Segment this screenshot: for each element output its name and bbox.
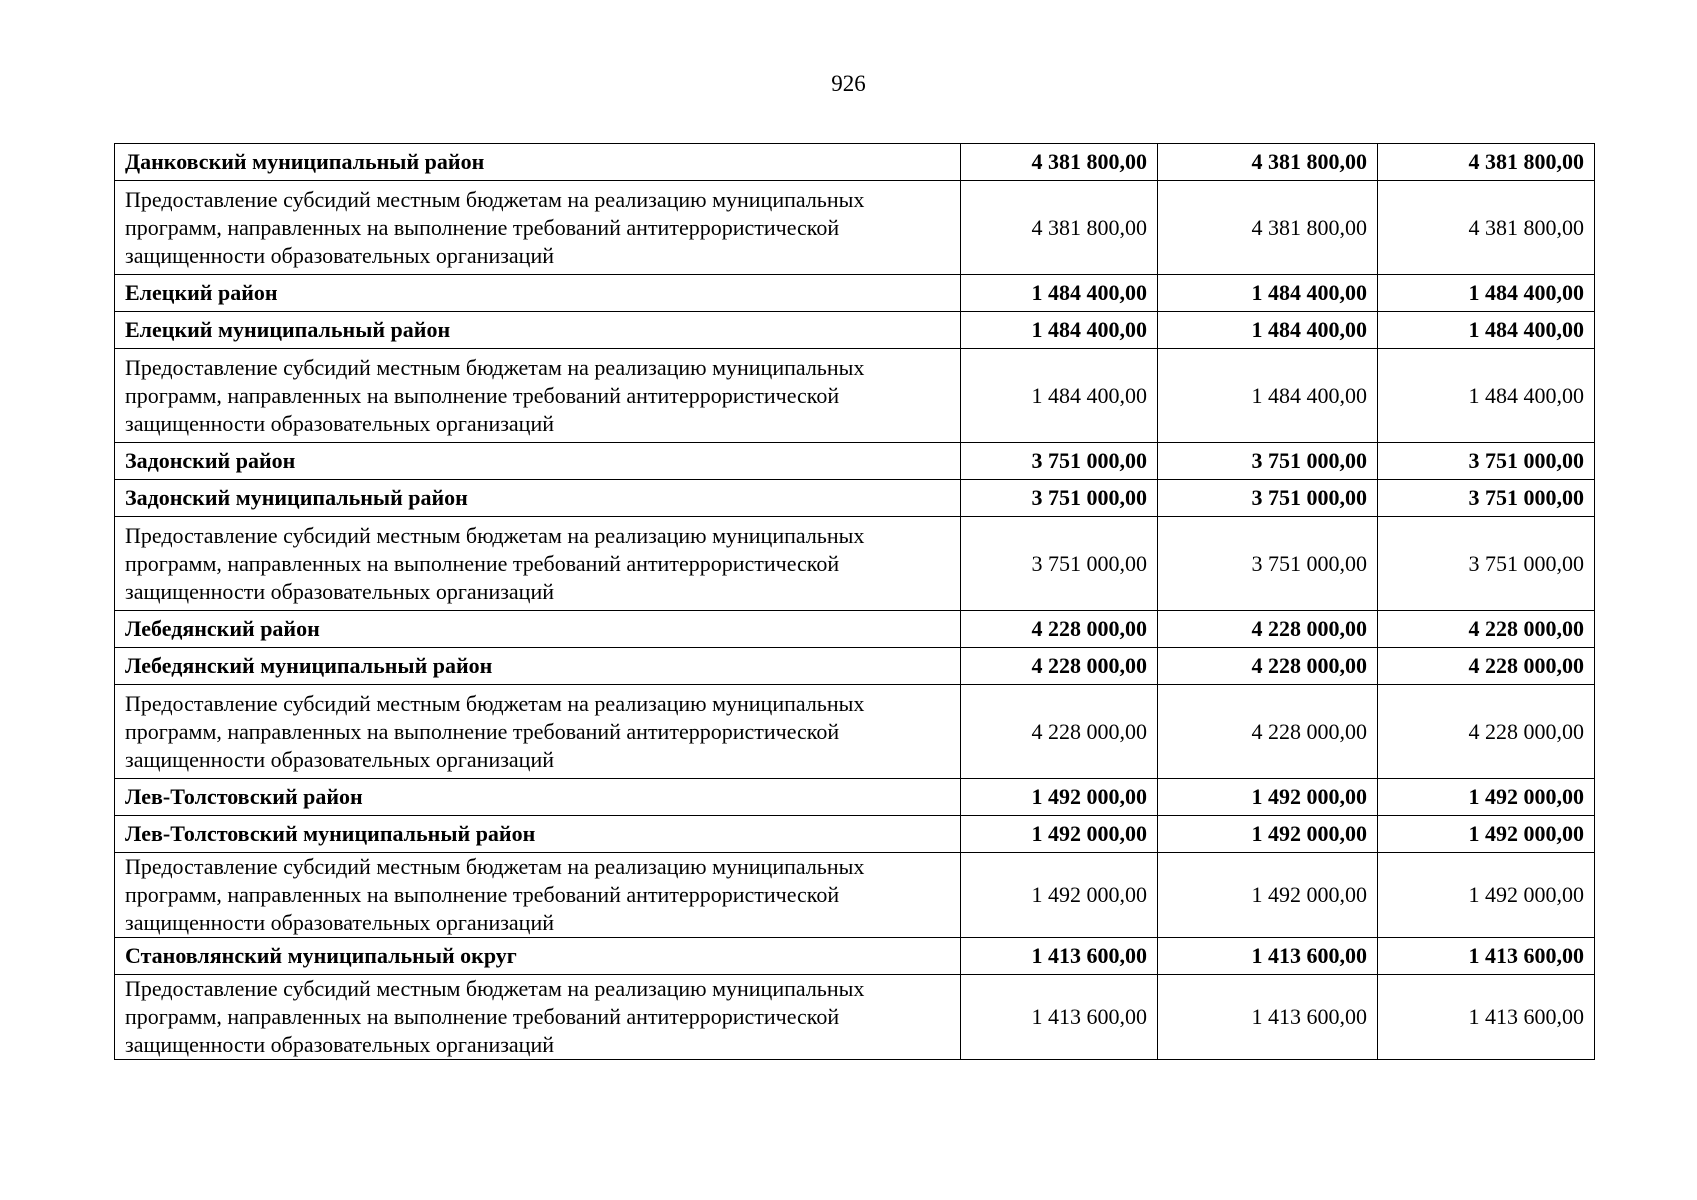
table-row <box>115 181 1595 275</box>
row-value-3: 1 492 000,00 <box>1378 816 1595 853</box>
row-value-1: 1 492 000,00 <box>961 779 1158 816</box>
row-value-3: 1 484 400,00 <box>1378 312 1595 349</box>
row-value-2: 3 751 000,00 <box>1158 480 1378 517</box>
row-value-2: 1 413 600,00 <box>1158 975 1378 1060</box>
row-name: Лебедянский муниципальный район <box>115 648 961 685</box>
row-name: Предоставление субсидий местным бюджетам на реализацию муниципальных программ, направленных на выполнение требований антитеррористической защищенности образовательных организаций <box>115 517 961 611</box>
row-value-3: 4 228 000,00 <box>1378 611 1595 648</box>
row-value-1: 4 228 000,00 <box>961 611 1158 648</box>
table-row <box>115 853 1595 938</box>
budget-table <box>114 143 1595 1060</box>
row-value-2: 1 492 000,00 <box>1158 779 1378 816</box>
row-name: Предоставление субсидий местным бюджетам на реализацию муниципальных программ, направленных на выполнение требований антитеррористической защищенности образовательных организаций <box>115 181 961 275</box>
row-value-2: 1 492 000,00 <box>1158 816 1378 853</box>
row-value-2: 4 381 800,00 <box>1158 144 1378 181</box>
row-name: Предоставление субсидий местным бюджетам на реализацию муниципальных программ, направленных на выполнение требований антитеррористической защищенности образовательных организаций <box>115 853 961 938</box>
row-value-1: 3 751 000,00 <box>961 480 1158 517</box>
table-row <box>115 611 1595 648</box>
row-value-2: 3 751 000,00 <box>1158 443 1378 480</box>
table-row <box>115 779 1595 816</box>
row-value-3: 4 228 000,00 <box>1378 648 1595 685</box>
row-value-2: 1 492 000,00 <box>1158 853 1378 938</box>
row-value-1: 1 413 600,00 <box>961 938 1158 975</box>
table-row <box>115 517 1595 611</box>
row-name: Предоставление субсидий местным бюджетам на реализацию муниципальных программ, направленных на выполнение требований антитеррористической защищенности образовательных организаций <box>115 349 961 443</box>
row-value-3: 4 228 000,00 <box>1378 685 1595 779</box>
row-value-2: 1 484 400,00 <box>1158 312 1378 349</box>
table-row <box>115 685 1595 779</box>
row-value-2: 4 228 000,00 <box>1158 685 1378 779</box>
row-value-2: 1 413 600,00 <box>1158 938 1378 975</box>
row-value-1: 3 751 000,00 <box>961 443 1158 480</box>
row-value-3: 1 413 600,00 <box>1378 975 1595 1060</box>
row-value-1: 1 484 400,00 <box>961 275 1158 312</box>
row-value-1: 4 228 000,00 <box>961 685 1158 779</box>
row-name: Елецкий район <box>115 275 961 312</box>
row-value-1: 1 492 000,00 <box>961 816 1158 853</box>
row-name: Становлянский муниципальный округ <box>115 938 961 975</box>
row-value-2: 1 484 400,00 <box>1158 275 1378 312</box>
row-value-3: 1 492 000,00 <box>1378 779 1595 816</box>
table-row <box>115 349 1595 443</box>
row-name: Данковский муниципальный район <box>115 144 961 181</box>
row-value-3: 4 381 800,00 <box>1378 181 1595 275</box>
row-value-1: 1 484 400,00 <box>961 349 1158 443</box>
table-row <box>115 144 1595 181</box>
row-value-1: 4 381 800,00 <box>961 144 1158 181</box>
row-value-2: 1 484 400,00 <box>1158 349 1378 443</box>
row-name: Лев-Толстовский муниципальный район <box>115 816 961 853</box>
row-value-3: 3 751 000,00 <box>1378 443 1595 480</box>
table-row <box>115 938 1595 975</box>
table-row <box>115 480 1595 517</box>
row-value-2: 3 751 000,00 <box>1158 517 1378 611</box>
row-value-1: 4 381 800,00 <box>961 181 1158 275</box>
table-row <box>115 275 1595 312</box>
table-row <box>115 443 1595 480</box>
row-name: Задонский муниципальный район <box>115 480 961 517</box>
row-value-1: 1 484 400,00 <box>961 312 1158 349</box>
row-value-1: 1 492 000,00 <box>961 853 1158 938</box>
row-name: Лебедянский район <box>115 611 961 648</box>
table-row <box>115 648 1595 685</box>
row-name: Лев-Толстовский район <box>115 779 961 816</box>
row-value-1: 4 228 000,00 <box>961 648 1158 685</box>
row-value-2: 4 381 800,00 <box>1158 181 1378 275</box>
page-number: 926 <box>831 71 866 96</box>
row-value-3: 3 751 000,00 <box>1378 517 1595 611</box>
budget-table-body <box>115 144 1595 1060</box>
table-row <box>115 975 1595 1060</box>
row-value-3: 4 381 800,00 <box>1378 144 1595 181</box>
row-name: Задонский район <box>115 443 961 480</box>
row-value-1: 1 413 600,00 <box>961 975 1158 1060</box>
row-name: Предоставление субсидий местным бюджетам на реализацию муниципальных программ, направленных на выполнение требований антитеррористической защищенности образовательных организаций <box>115 685 961 779</box>
row-value-3: 1 413 600,00 <box>1378 938 1595 975</box>
row-value-3: 1 484 400,00 <box>1378 275 1595 312</box>
row-name: Елецкий муниципальный район <box>115 312 961 349</box>
row-value-3: 1 484 400,00 <box>1378 349 1595 443</box>
row-value-3: 3 751 000,00 <box>1378 480 1595 517</box>
row-value-3: 1 492 000,00 <box>1378 853 1595 938</box>
table-row <box>115 312 1595 349</box>
row-value-1: 3 751 000,00 <box>961 517 1158 611</box>
row-name: Предоставление субсидий местным бюджетам на реализацию муниципальных программ, направленных на выполнение требований антитеррористической защищенности образовательных организаций <box>115 975 961 1060</box>
row-value-2: 4 228 000,00 <box>1158 611 1378 648</box>
table-row <box>115 816 1595 853</box>
row-value-2: 4 228 000,00 <box>1158 648 1378 685</box>
